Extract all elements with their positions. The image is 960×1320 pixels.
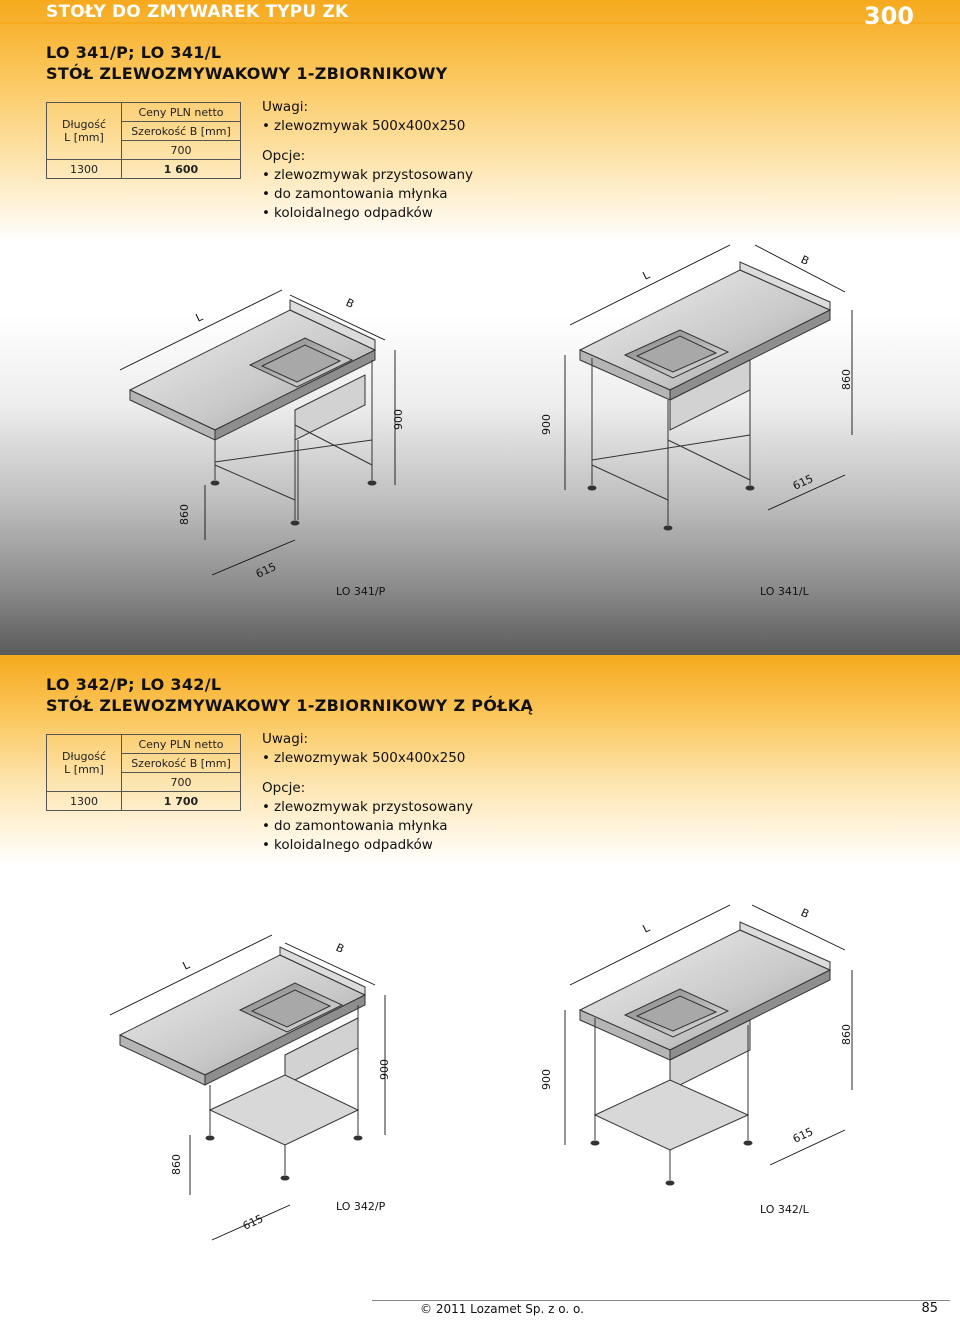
product-1-notes	[262, 98, 473, 223]
dim-900-left: 900	[392, 409, 405, 430]
length-header: Długość L [mm]	[47, 735, 122, 792]
product-1-drawing	[0, 240, 960, 620]
price-value: 1 600	[122, 160, 241, 179]
product-1-price-table	[46, 102, 241, 179]
price-value: 1 700	[122, 792, 241, 811]
product-1-title	[46, 42, 448, 84]
notes-title: Uwagi:	[262, 99, 309, 115]
note-item: • zlewozmywak 500x400x250	[274, 749, 473, 768]
dim-L-left: L	[180, 958, 192, 973]
dim-B-right: B	[798, 252, 812, 268]
dim-860-right: 860	[840, 369, 853, 390]
option-item: • do zamontowania młynka	[274, 185, 473, 204]
length-value: 1300	[47, 160, 122, 179]
dim-B-right: B	[798, 905, 812, 921]
footer-rule	[372, 1300, 950, 1301]
price-header: Ceny PLN netto	[122, 735, 241, 754]
dim-860-right: 860	[840, 1024, 853, 1045]
product-2-name: STÓŁ ZLEWOZMYWAKOWY 1-ZBIORNIKOWY Z PÓŁKĄ	[46, 696, 534, 715]
option-item: • do zamontowania młynka	[274, 817, 473, 836]
product-2-price-table	[46, 734, 241, 811]
table-right-drawing	[580, 262, 830, 530]
model-label-right: LO 342/L	[760, 1203, 809, 1216]
notes-title: Uwagi:	[262, 731, 309, 747]
price-header: Ceny PLN netto	[122, 103, 241, 122]
footer	[0, 1298, 960, 1320]
dim-860-left: 860	[170, 1154, 183, 1175]
dim-L-right: L	[640, 921, 652, 936]
dim-900-right: 900	[540, 414, 553, 435]
product-1-name: STÓŁ ZLEWOZMYWAKOWY 1-ZBIORNIKOWY	[46, 64, 448, 83]
length-value: 1300	[47, 792, 122, 811]
dim-615-left: 615	[253, 560, 279, 581]
table-left-drawing	[120, 947, 365, 1180]
dim-B-left: B	[333, 940, 347, 956]
dim-900-right: 900	[540, 1069, 553, 1090]
product-2-drawing	[0, 885, 960, 1265]
table-left-drawing	[130, 300, 376, 525]
dim-615-right: 615	[790, 472, 816, 493]
dim-860-left: 860	[178, 504, 191, 525]
options-title: Opcje:	[262, 780, 306, 796]
product-2-title	[46, 674, 533, 716]
dim-B-left: B	[343, 295, 357, 311]
option-item: • koloidalnego odpadków	[274, 204, 473, 223]
dim-900-left: 900	[378, 1059, 391, 1080]
option-item: • zlewozmywak przystosowany	[274, 166, 473, 185]
header-rule	[0, 22, 960, 24]
category-header: STOŁY DO ZMYWAREK TYPU ZK	[46, 2, 349, 22]
option-item: • koloidalnego odpadków	[274, 836, 473, 855]
options-title: Opcje:	[262, 148, 306, 164]
product-2-notes	[262, 730, 473, 855]
page-number: 85	[921, 1301, 938, 1316]
dim-L-left: L	[193, 310, 205, 325]
note-item: • zlewozmywak 500x400x250	[274, 117, 473, 136]
model-label-right: LO 341/L	[760, 585, 809, 598]
model-label-left: LO 342/P	[336, 1200, 386, 1213]
width-header: Szerokość B [mm]	[122, 122, 241, 141]
series-number: 300	[863, 2, 914, 30]
copyright: © 2011 Lozamet Sp. z o. o.	[420, 1302, 584, 1316]
width-value: 700	[122, 141, 241, 160]
product-1-code: LO 341/P; LO 341/L	[46, 43, 222, 62]
model-label-left: LO 341/P	[336, 585, 386, 598]
option-item: • zlewozmywak przystosowany	[274, 798, 473, 817]
width-header: Szerokość B [mm]	[122, 754, 241, 773]
length-header: Długość L [mm]	[47, 103, 122, 160]
dim-615-left: 615	[240, 1212, 266, 1233]
width-value: 700	[122, 773, 241, 792]
dim-615-right: 615	[790, 1125, 816, 1146]
product-2-code: LO 342/P; LO 342/L	[46, 675, 222, 694]
dim-L-right: L	[640, 268, 652, 283]
